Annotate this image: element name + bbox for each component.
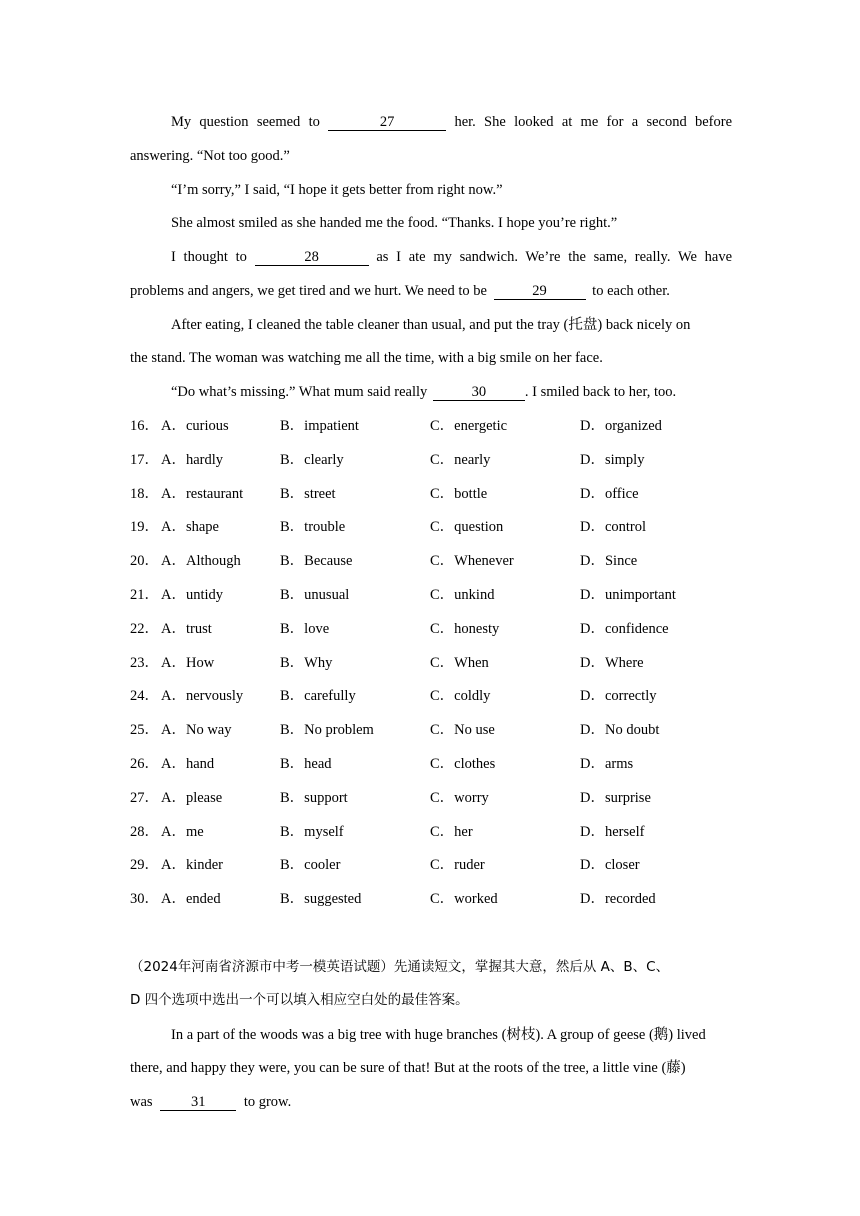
option-c: C．her: [430, 823, 473, 840]
blank-31: 31: [160, 1094, 236, 1111]
question-row: [130, 788, 732, 808]
question-number: 19．: [130, 519, 159, 536]
paragraph-line: answering. “Not too good.”: [130, 148, 290, 164]
option-b: B．cooler: [280, 857, 341, 874]
question-number: 17．: [130, 451, 159, 468]
question-row: [130, 754, 732, 774]
option-d: D．office: [580, 485, 639, 502]
option-b: B．trouble: [280, 519, 346, 536]
option-d: D．control: [580, 519, 647, 536]
option-b: B．street: [280, 485, 336, 502]
option-a: A．ended: [161, 891, 221, 908]
option-b: B．Why: [280, 654, 333, 671]
question-number: 29．: [130, 857, 159, 874]
option-c: C．clothes: [430, 756, 496, 772]
question-row: [130, 484, 732, 504]
paragraph-line: there, and happy they were, you can be sure of that! But at the roots of the tree, a little vine (藤): [130, 1060, 686, 1076]
question-row: [130, 619, 732, 639]
blank-29: 29: [494, 283, 586, 300]
option-c: C．When: [430, 654, 489, 671]
question-number: 20．: [130, 553, 159, 570]
option-b: B．head: [280, 756, 332, 772]
text: to grow.: [243, 1094, 292, 1110]
option-a: A．No way: [161, 722, 232, 739]
option-d: D．Since: [580, 553, 638, 570]
option-c: C．question: [430, 519, 504, 536]
blank-28: 28: [255, 249, 369, 266]
option-a: A．restaurant: [161, 485, 244, 502]
option-d: D．surprise: [580, 789, 651, 806]
section-heading: D 四个选项中选出一个可以填入相应空白处的最佳答案。: [130, 992, 469, 1008]
paragraph-line: In a part of the woods was a big tree with huge branches (树枝). A group of geese (鹅) lived: [171, 1027, 706, 1043]
text: I thought to: [171, 249, 247, 265]
option-d: D．recorded: [580, 891, 656, 908]
option-c: C．coldly: [430, 688, 491, 705]
question-number: 27．: [130, 789, 159, 806]
option-a: A．me: [161, 823, 204, 840]
option-d: D．arms: [580, 756, 634, 772]
option-b: B．suggested: [280, 891, 362, 908]
text: was: [130, 1094, 153, 1110]
option-b: B．clearly: [280, 451, 344, 468]
paragraph-line: [171, 112, 732, 132]
option-c: C．No use: [430, 722, 495, 739]
option-d: D．simply: [580, 451, 645, 468]
text: her. She looked at me for a second before: [454, 114, 733, 130]
option-a: A．curious: [161, 418, 229, 434]
question-number: 26．: [130, 756, 159, 772]
question-row: [130, 416, 732, 436]
option-c: C．worked: [430, 891, 498, 908]
question-number: 25．: [130, 722, 159, 739]
option-c: C．unkind: [430, 587, 495, 603]
option-b: B．unusual: [280, 587, 350, 603]
option-a: A．untidy: [161, 587, 224, 603]
paragraph-line: [171, 247, 732, 267]
option-a: A．shape: [161, 519, 219, 536]
question-number: 16．: [130, 418, 159, 434]
paragraph-line: [171, 382, 732, 402]
option-c: C．Whenever: [430, 553, 514, 570]
option-a: A．Although: [161, 553, 241, 570]
option-d: D．No doubt: [580, 722, 660, 739]
paragraph-line: “I’m sorry,” I said, “I hope it gets better from right now.”: [171, 182, 503, 198]
option-b: B．No problem: [280, 722, 374, 739]
question-number: 22．: [130, 620, 159, 637]
option-c: C．energetic: [430, 418, 508, 434]
option-a: A．trust: [161, 620, 212, 637]
question-number: 30．: [130, 891, 159, 908]
text: to each other.: [592, 283, 670, 299]
option-a: A．How: [161, 654, 215, 671]
question-number: 18．: [130, 485, 159, 502]
question-row: [130, 653, 732, 673]
paragraph-line: She almost smiled as she handed me the food. “Thanks. I hope you’re right.”: [171, 215, 618, 231]
section-heading: （2024年河南省济源市中考一模英语试题）先通读短文，掌握其大意，然后从 A、B、C、: [130, 959, 670, 975]
text: . I smiled back to her, too.: [524, 384, 677, 400]
text: as I ate my sandwich. We’re the same, really. We have: [376, 249, 733, 265]
option-c: C．nearly: [430, 451, 491, 468]
option-a: A．please: [161, 789, 223, 806]
option-b: B．carefully: [280, 688, 356, 705]
option-a: A．hand: [161, 756, 215, 772]
paragraph-line: the stand. The woman was watching me all the time, with a big smile on her face.: [130, 350, 603, 366]
option-d: D．Where: [580, 654, 644, 671]
option-a: A．hardly: [161, 451, 224, 468]
option-b: B．Because: [280, 553, 353, 570]
question-row: [130, 889, 732, 909]
blank-27: 27: [328, 114, 446, 131]
option-c: C．ruder: [430, 857, 485, 874]
question-number: 28．: [130, 823, 159, 840]
option-b: B．impatient: [280, 418, 359, 434]
question-number: 21．: [130, 587, 159, 603]
blank-30: 30: [433, 384, 525, 401]
text: “Do what’s missing.” What mum said really: [171, 384, 428, 400]
option-a: A．nervously: [161, 688, 244, 705]
question-number: 24．: [130, 688, 159, 705]
option-d: D．confidence: [580, 620, 669, 637]
option-b: B．support: [280, 789, 348, 806]
question-row: [130, 585, 732, 605]
paragraph-line: [130, 281, 732, 301]
question-row: [130, 855, 732, 875]
option-c: C．bottle: [430, 485, 488, 502]
question-row: [130, 720, 732, 740]
question-number: 23．: [130, 654, 159, 671]
paragraph-line: [130, 1092, 732, 1112]
option-b: B．myself: [280, 823, 344, 840]
question-row: [130, 822, 732, 842]
option-c: C．worry: [430, 789, 489, 806]
option-d: D．herself: [580, 823, 645, 840]
option-d: D．closer: [580, 857, 640, 874]
question-row: [130, 450, 732, 470]
text: My question seemed to: [171, 114, 320, 130]
option-b: B．love: [280, 620, 330, 637]
question-row: [130, 551, 732, 571]
option-d: D．unimportant: [580, 587, 676, 603]
option-a: A．kinder: [161, 857, 224, 874]
option-c: C．honesty: [430, 620, 500, 637]
question-row: [130, 686, 732, 706]
option-d: D．organized: [580, 418, 662, 434]
option-d: D．correctly: [580, 688, 657, 705]
question-row: [130, 517, 732, 537]
text: problems and angers, we get tired and we hurt. We need to be: [130, 283, 487, 299]
paragraph-line: After eating, I cleaned the table cleaner than usual, and put the tray (托盘) back nicely on: [171, 317, 691, 333]
